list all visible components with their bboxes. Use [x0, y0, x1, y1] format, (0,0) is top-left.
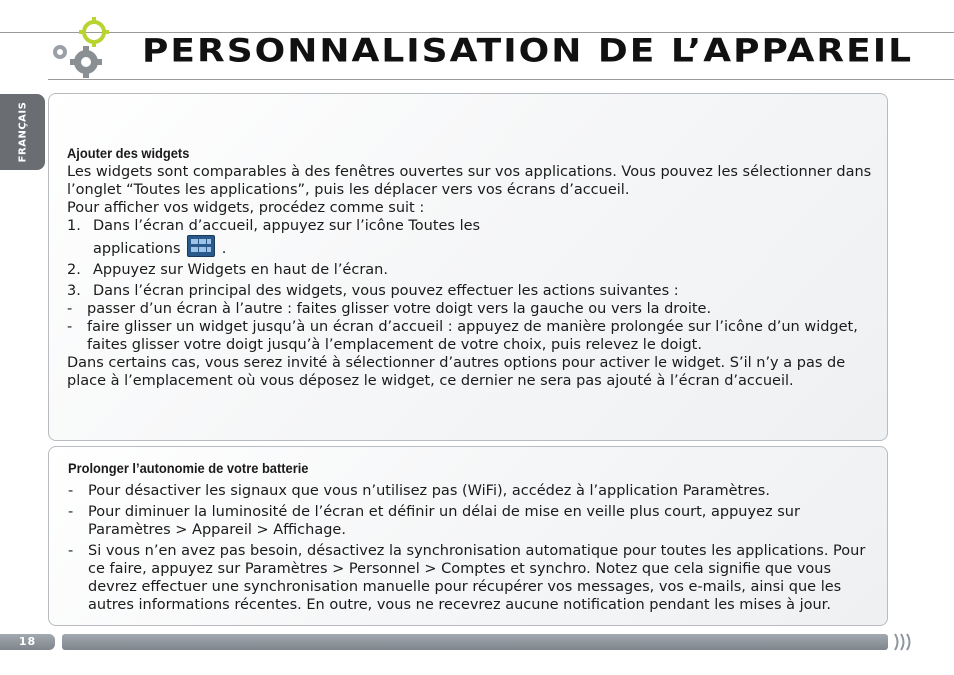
- list-number: 3.: [67, 283, 81, 299]
- end-chevrons-icon: [892, 632, 914, 652]
- list-item: [67, 261, 877, 279]
- list-dash: -: [67, 319, 73, 335]
- step-text: Appuyez sur Widgets en haut de l’écran.: [93, 262, 388, 278]
- action-text: faire glisser un widget jusqu’à un écran d’accueil : appuyez de manière prolongée sur l’icône d’un widget, faites glisser votre doigt jusqu’à l’emplacement de votre choix, puis relevez le doigt.: [87, 319, 858, 353]
- paragraph: Les widgets sont comparables à des fenêtres ouvertes sur vos applications. Vous pouvez les sélectionner dans l’onglet “Toutes les applications”, puis les déplacer vers vos écrans d’accueil.: [67, 164, 872, 198]
- all-apps-grid-icon: [187, 235, 215, 257]
- list-number: 2.: [67, 262, 81, 278]
- step-text: .: [221, 241, 227, 257]
- page-number: 18: [0, 634, 55, 650]
- paragraph: Dans certains cas, vous serez invité à sélectionner d’autres options pour activer le widget. S’il n’y a pas de place à l’emplacement où vous déposez le widget, ce dernier ne sera pas ajouté à l’écran d’accueil.: [67, 355, 846, 389]
- list-item: [67, 282, 877, 300]
- gears-icon: [46, 14, 118, 82]
- list-dash: -: [68, 504, 74, 520]
- widgets-section: [67, 144, 877, 390]
- page-title: PERSONNALISATION DE L’APPAREIL: [142, 32, 914, 70]
- list-item: [67, 217, 877, 258]
- step-text: applications: [93, 241, 181, 257]
- step-text: Dans l’écran d’accueil, appuyez sur l’icône Toutes les: [93, 218, 481, 234]
- language-tab-label: FRANÇAIS: [17, 101, 28, 163]
- list-item: [67, 300, 877, 318]
- paragraph: Pour afficher vos widgets, procédez comme suit :: [67, 200, 425, 216]
- list-item: [68, 542, 880, 614]
- list-item: [68, 482, 880, 500]
- action-text: passer d’un écran à l’autre : faites glisser votre doigt vers la gauche ou vers la droite.: [87, 301, 712, 317]
- battery-tip: Pour diminuer la luminosité de l’écran et définir un délai de mise en veille plus court, appuyez sur Paramètres > Appareil > Affichage.: [88, 504, 800, 538]
- list-dash: -: [67, 301, 73, 317]
- list-dash: -: [68, 483, 74, 499]
- footer-bar: [62, 634, 888, 650]
- battery-tip: Pour désactiver les signaux que vous n’utilisez pas (WiFi), accédez à l’application Paramètres.: [88, 483, 770, 499]
- section-heading: Ajouter des widgets: [67, 145, 190, 161]
- title-underline: [48, 79, 954, 80]
- list-item: [68, 503, 880, 539]
- battery-section: [68, 459, 880, 614]
- list-item: [67, 318, 877, 354]
- list-dash: -: [68, 543, 74, 559]
- battery-tip: Si vous n’en avez pas besoin, désactivez la synchronisation automatique pour toutes les applications. Pour ce faire, appuyez sur Paramètres > Personnel > Comptes et synchro. Notez que cela signifie que vous devrez effectuer une synchronisation manuelle pour récupérer vos messages, vos e-mails, ainsi que les autres informations récentes. En outre, vous ne recevrez aucune notification pendant les mises à jour.: [88, 543, 866, 613]
- step-text: Dans l’écran principal des widgets, vous pouvez effectuer les actions suivantes :: [93, 283, 679, 299]
- language-tab: [0, 94, 45, 170]
- section-heading: Prolonger l’autonomie de votre batterie: [68, 460, 309, 476]
- list-number: 1.: [67, 218, 81, 234]
